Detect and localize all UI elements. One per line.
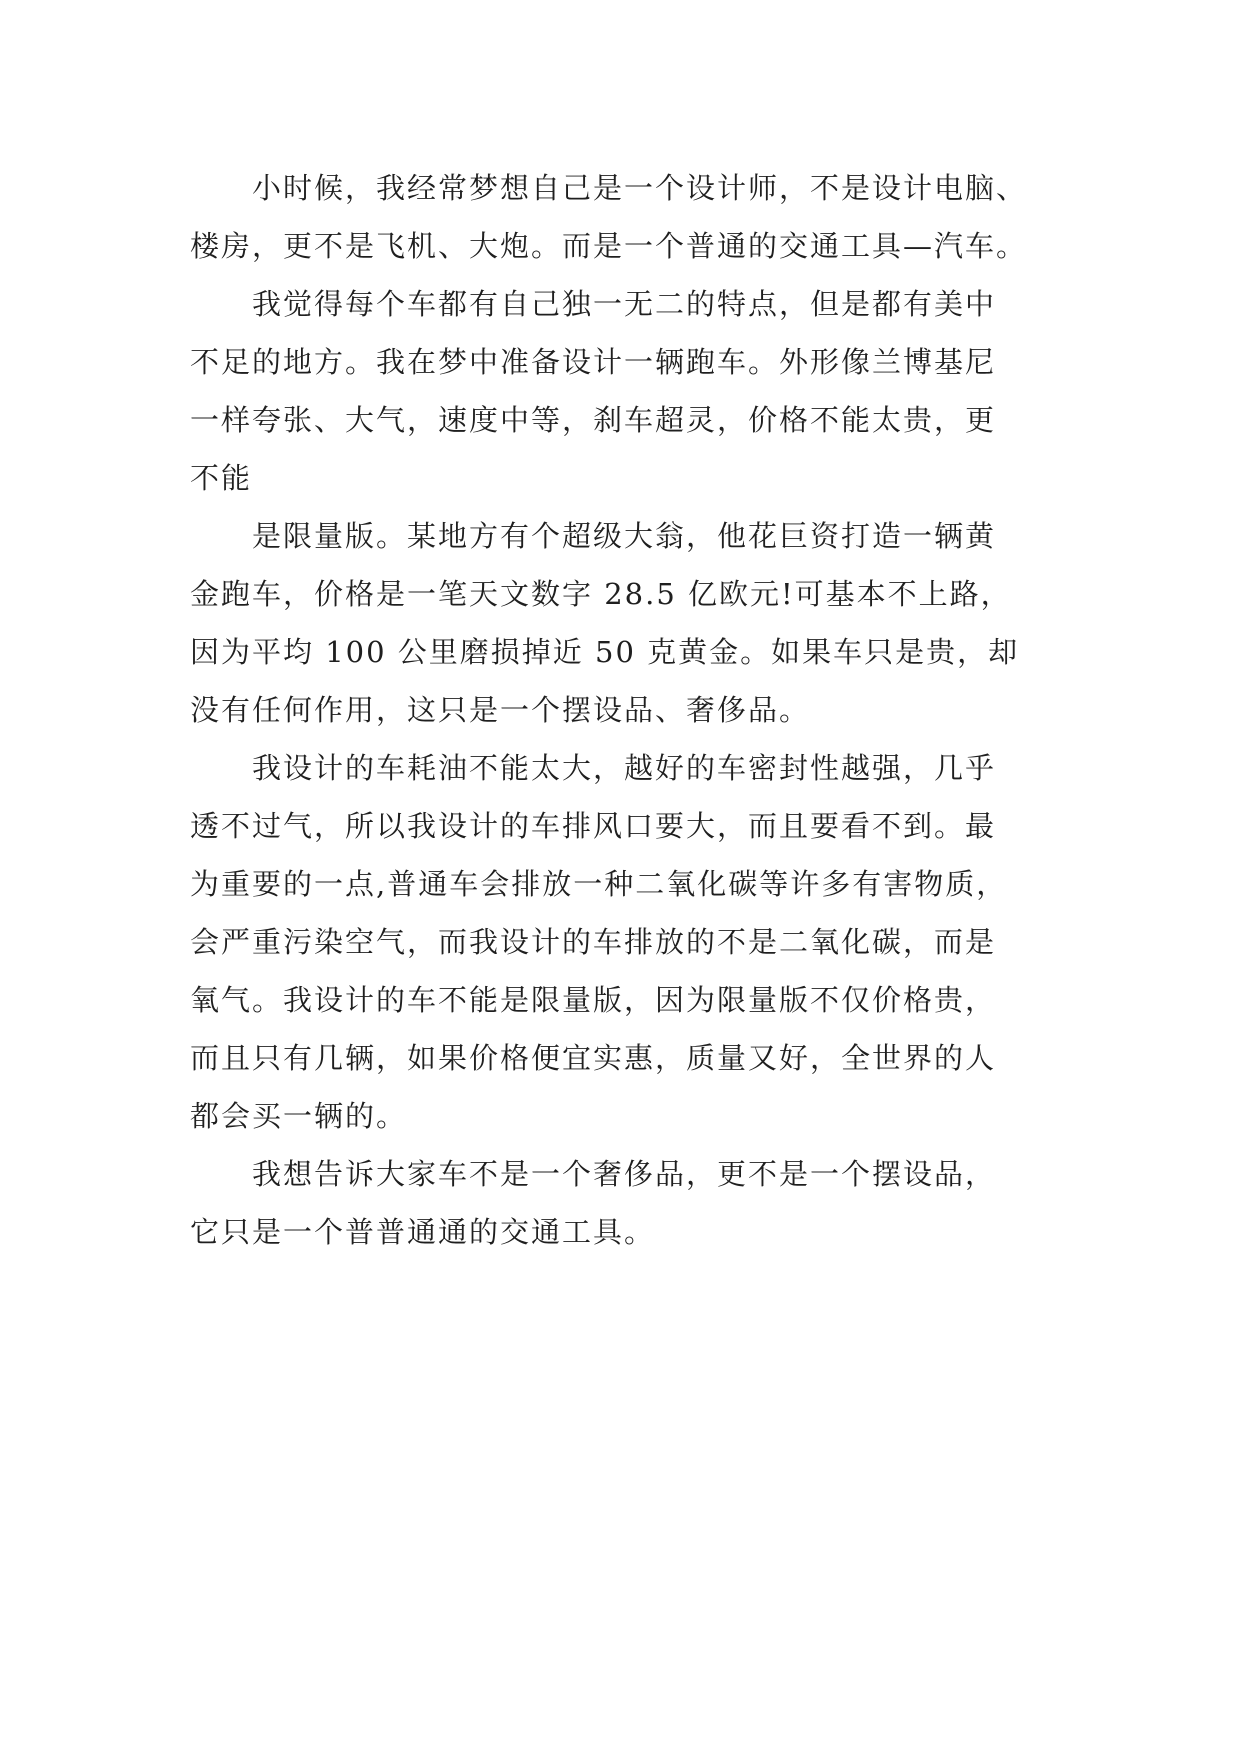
text-line: 楼房，更不是飞机、大炮。而是一个普通的交通工具—汽车。 — [190, 229, 1028, 263]
text-line: 是限量版。某地方有个超级大翁，他花巨资打造一辆黄 — [252, 519, 997, 553]
text-line: 氧气。我设计的车不能是限量版，因为限量版不仅价格贵， — [190, 983, 997, 1017]
text-line: 小时候，我经常梦想自己是一个设计师，不是设计电脑、 — [252, 171, 1028, 205]
text-line: 一样夸张、大气，速度中等，刹车超灵，价格不能太贵，更 — [190, 403, 997, 437]
text-line: 没有任何作用，这只是一个摆设品、奢侈品。 — [190, 693, 811, 727]
text-line: 都会买一辆的。 — [190, 1099, 408, 1133]
text-line: 会严重污染空气，而我设计的车排放的不是二氧化碳，而是 — [190, 925, 997, 959]
text-line: 金跑车，价格是一笔天文数字 28.5 亿欧元!可基本不上路， — [190, 577, 1012, 611]
text-line: 而且只有几辆，如果价格便宜实惠，质量又好，全世界的人 — [190, 1041, 997, 1075]
paragraph-4 — [190, 739, 1070, 1145]
text-line: 它只是一个普普通通的交通工具。 — [190, 1215, 656, 1249]
paragraph-3 — [190, 507, 1070, 739]
text-line: 我觉得每个车都有自己独一无二的特点，但是都有美中 — [252, 287, 997, 321]
paragraph-5 — [190, 1145, 1070, 1261]
document-body — [190, 159, 1070, 1261]
text-line: 透不过气，所以我设计的车排风口要大，而且要看不到。最 — [190, 809, 997, 843]
text-line: 我想告诉大家车不是一个奢侈品，更不是一个摆设品， — [252, 1157, 997, 1191]
text-line: 不足的地方。我在梦中准备设计一辆跑车。外形像兰博基尼 — [190, 345, 997, 379]
text-line: 为重要的一点,普通车会排放一种二氧化碳等许多有害物质， — [190, 867, 1008, 901]
paragraph-2 — [190, 275, 1070, 507]
text-line: 因为平均 100 公里磨损掉近 50 克黄金。如果车只是贵，却 — [190, 635, 1020, 669]
text-line: 不能 — [190, 461, 253, 495]
text-line: 我设计的车耗油不能太大，越好的车密封性越强，几乎 — [252, 751, 997, 785]
paragraph-1 — [190, 159, 1070, 275]
